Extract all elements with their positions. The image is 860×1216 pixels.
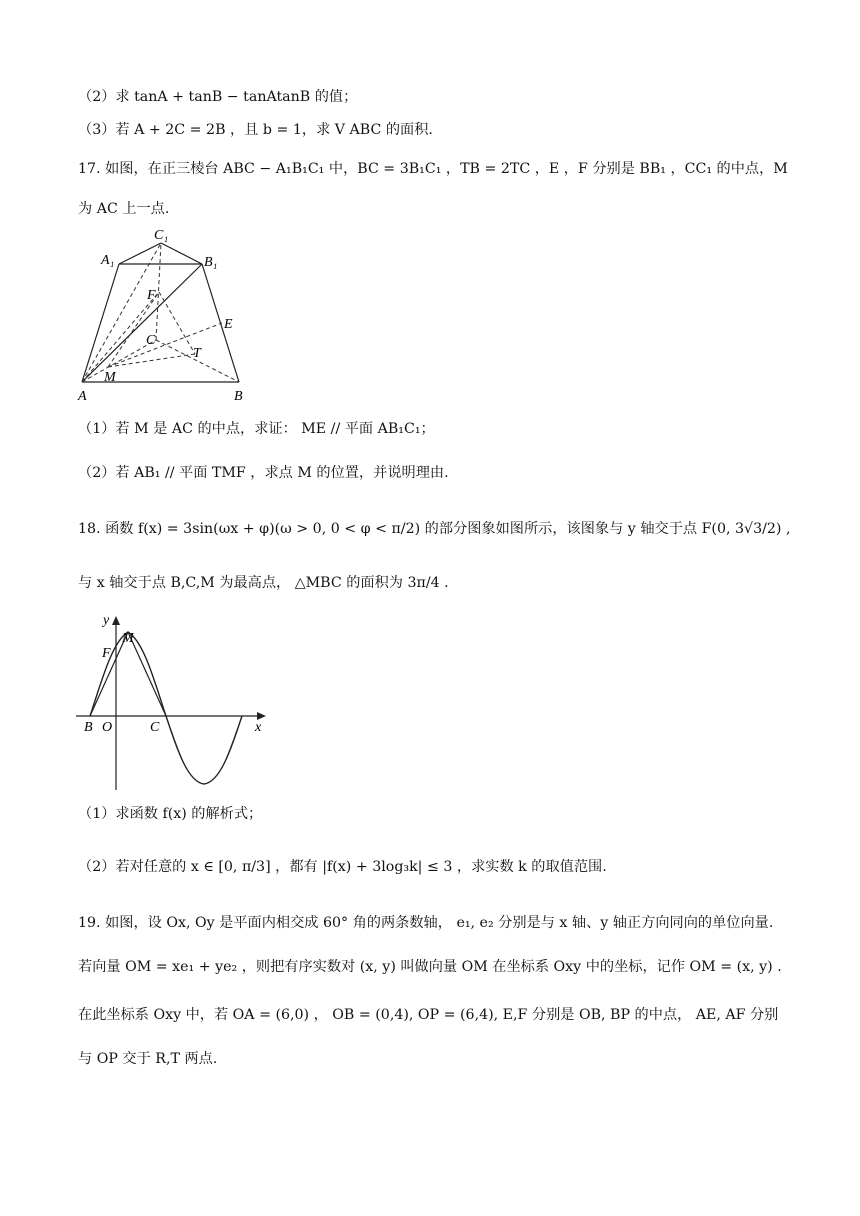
label-A: A xyxy=(78,389,87,404)
q19-stem-line2: 若向量 OM = xe₁ + ye₂ ，则把有序实数对 (x, y) 叫做向量 OM 在坐标系 Oxy 中的坐标，记作 OM = (x, y) . xyxy=(78,959,782,975)
edge-C-C1 xyxy=(156,243,161,340)
edge-M-T xyxy=(108,354,195,367)
label-x: x xyxy=(255,720,262,735)
label-E: E xyxy=(224,317,233,332)
label-B: B xyxy=(234,389,243,404)
sine-curve xyxy=(90,632,242,784)
label-M: M xyxy=(104,370,116,385)
label-C: C xyxy=(150,720,160,735)
label-F: F xyxy=(102,646,111,661)
segment-M-C xyxy=(128,632,166,716)
q19-stem-line1: 19. 如图，设 Ox, Oy 是平面内相交成 60° 角的两条数轴， e₁, e₂ 分别是与 x 轴、y 轴正方向同向的单位向量. xyxy=(78,915,774,931)
q18-stem-line2: 与 x 轴交于点 B,C,M 为最高点， △MBC 的面积为 3π/4 . xyxy=(78,575,449,591)
q19-stem-line3: 在此坐标系 Oxy 中，若 OA = (6,0) ， OB = (0,4), OP = (6,4), E,F 分别是 OB, BP 的中点， AE, AF 分别 xyxy=(78,1007,779,1023)
label-A1: A₁ xyxy=(101,253,115,268)
label-y: y xyxy=(103,613,110,628)
edge-B-B1 xyxy=(202,264,239,382)
q17-stem-line2: 为 AC 上一点. xyxy=(78,201,170,217)
label-O: O xyxy=(102,720,113,735)
x-axis-arrow xyxy=(257,712,266,720)
q18-part1: （1）求函数 f(x) 的解析式； xyxy=(78,806,263,822)
edge-C1-B1 xyxy=(161,243,202,264)
label-C1: C₁ xyxy=(154,228,169,243)
q18-stem-line1: 18. 函数 f(x) = 3sin(ωx + φ)(ω > 0, 0 < φ < π/2) 的部分图象如图所示，该图象与 y 轴交于点 F(0, 3√3/2) , xyxy=(78,521,791,537)
edge-M-F xyxy=(108,292,159,367)
q16-part3: （3）若 A + 2C = 2B ，且 b = 1，求 V ABC 的面积. xyxy=(78,122,433,138)
y-axis-arrow xyxy=(112,616,120,625)
q16-part2: （2）求 tanA + tanB − tanAtanB 的值； xyxy=(78,89,358,105)
label-B: B xyxy=(84,720,93,735)
sine-graph-figure xyxy=(74,610,274,792)
label-T: T xyxy=(193,346,201,361)
q17-part1: （1）若 M 是 AC 的中点，求证： ME // 平面 AB₁C₁； xyxy=(78,421,435,437)
q19-stem-line4: 与 OP 交于 R,T 两点. xyxy=(78,1051,218,1067)
frustum-figure xyxy=(74,224,274,404)
q17-stem-line1: 17. 如图，在正三棱台 ABC − A₁B₁C₁ 中，BC = 3B₁C₁ ，TB = 2TC ，E ，F 分别是 BB₁ ，CC₁ 的中点，M xyxy=(78,161,788,177)
label-C: C xyxy=(146,333,156,348)
q17-part2: （2）若 AB₁ // 平面 TMF ，求点 M 的位置，并说明理由. xyxy=(78,465,449,481)
label-F: F xyxy=(147,288,156,303)
label-M: M xyxy=(122,631,134,646)
label-B1: B₁ xyxy=(204,255,218,270)
q18-part2: （2）若对任意的 x ∈ [0, π/3] ，都有 |f(x) + 3log₃k| ≤ 3 ，求实数 k 的取值范围. xyxy=(78,859,607,875)
